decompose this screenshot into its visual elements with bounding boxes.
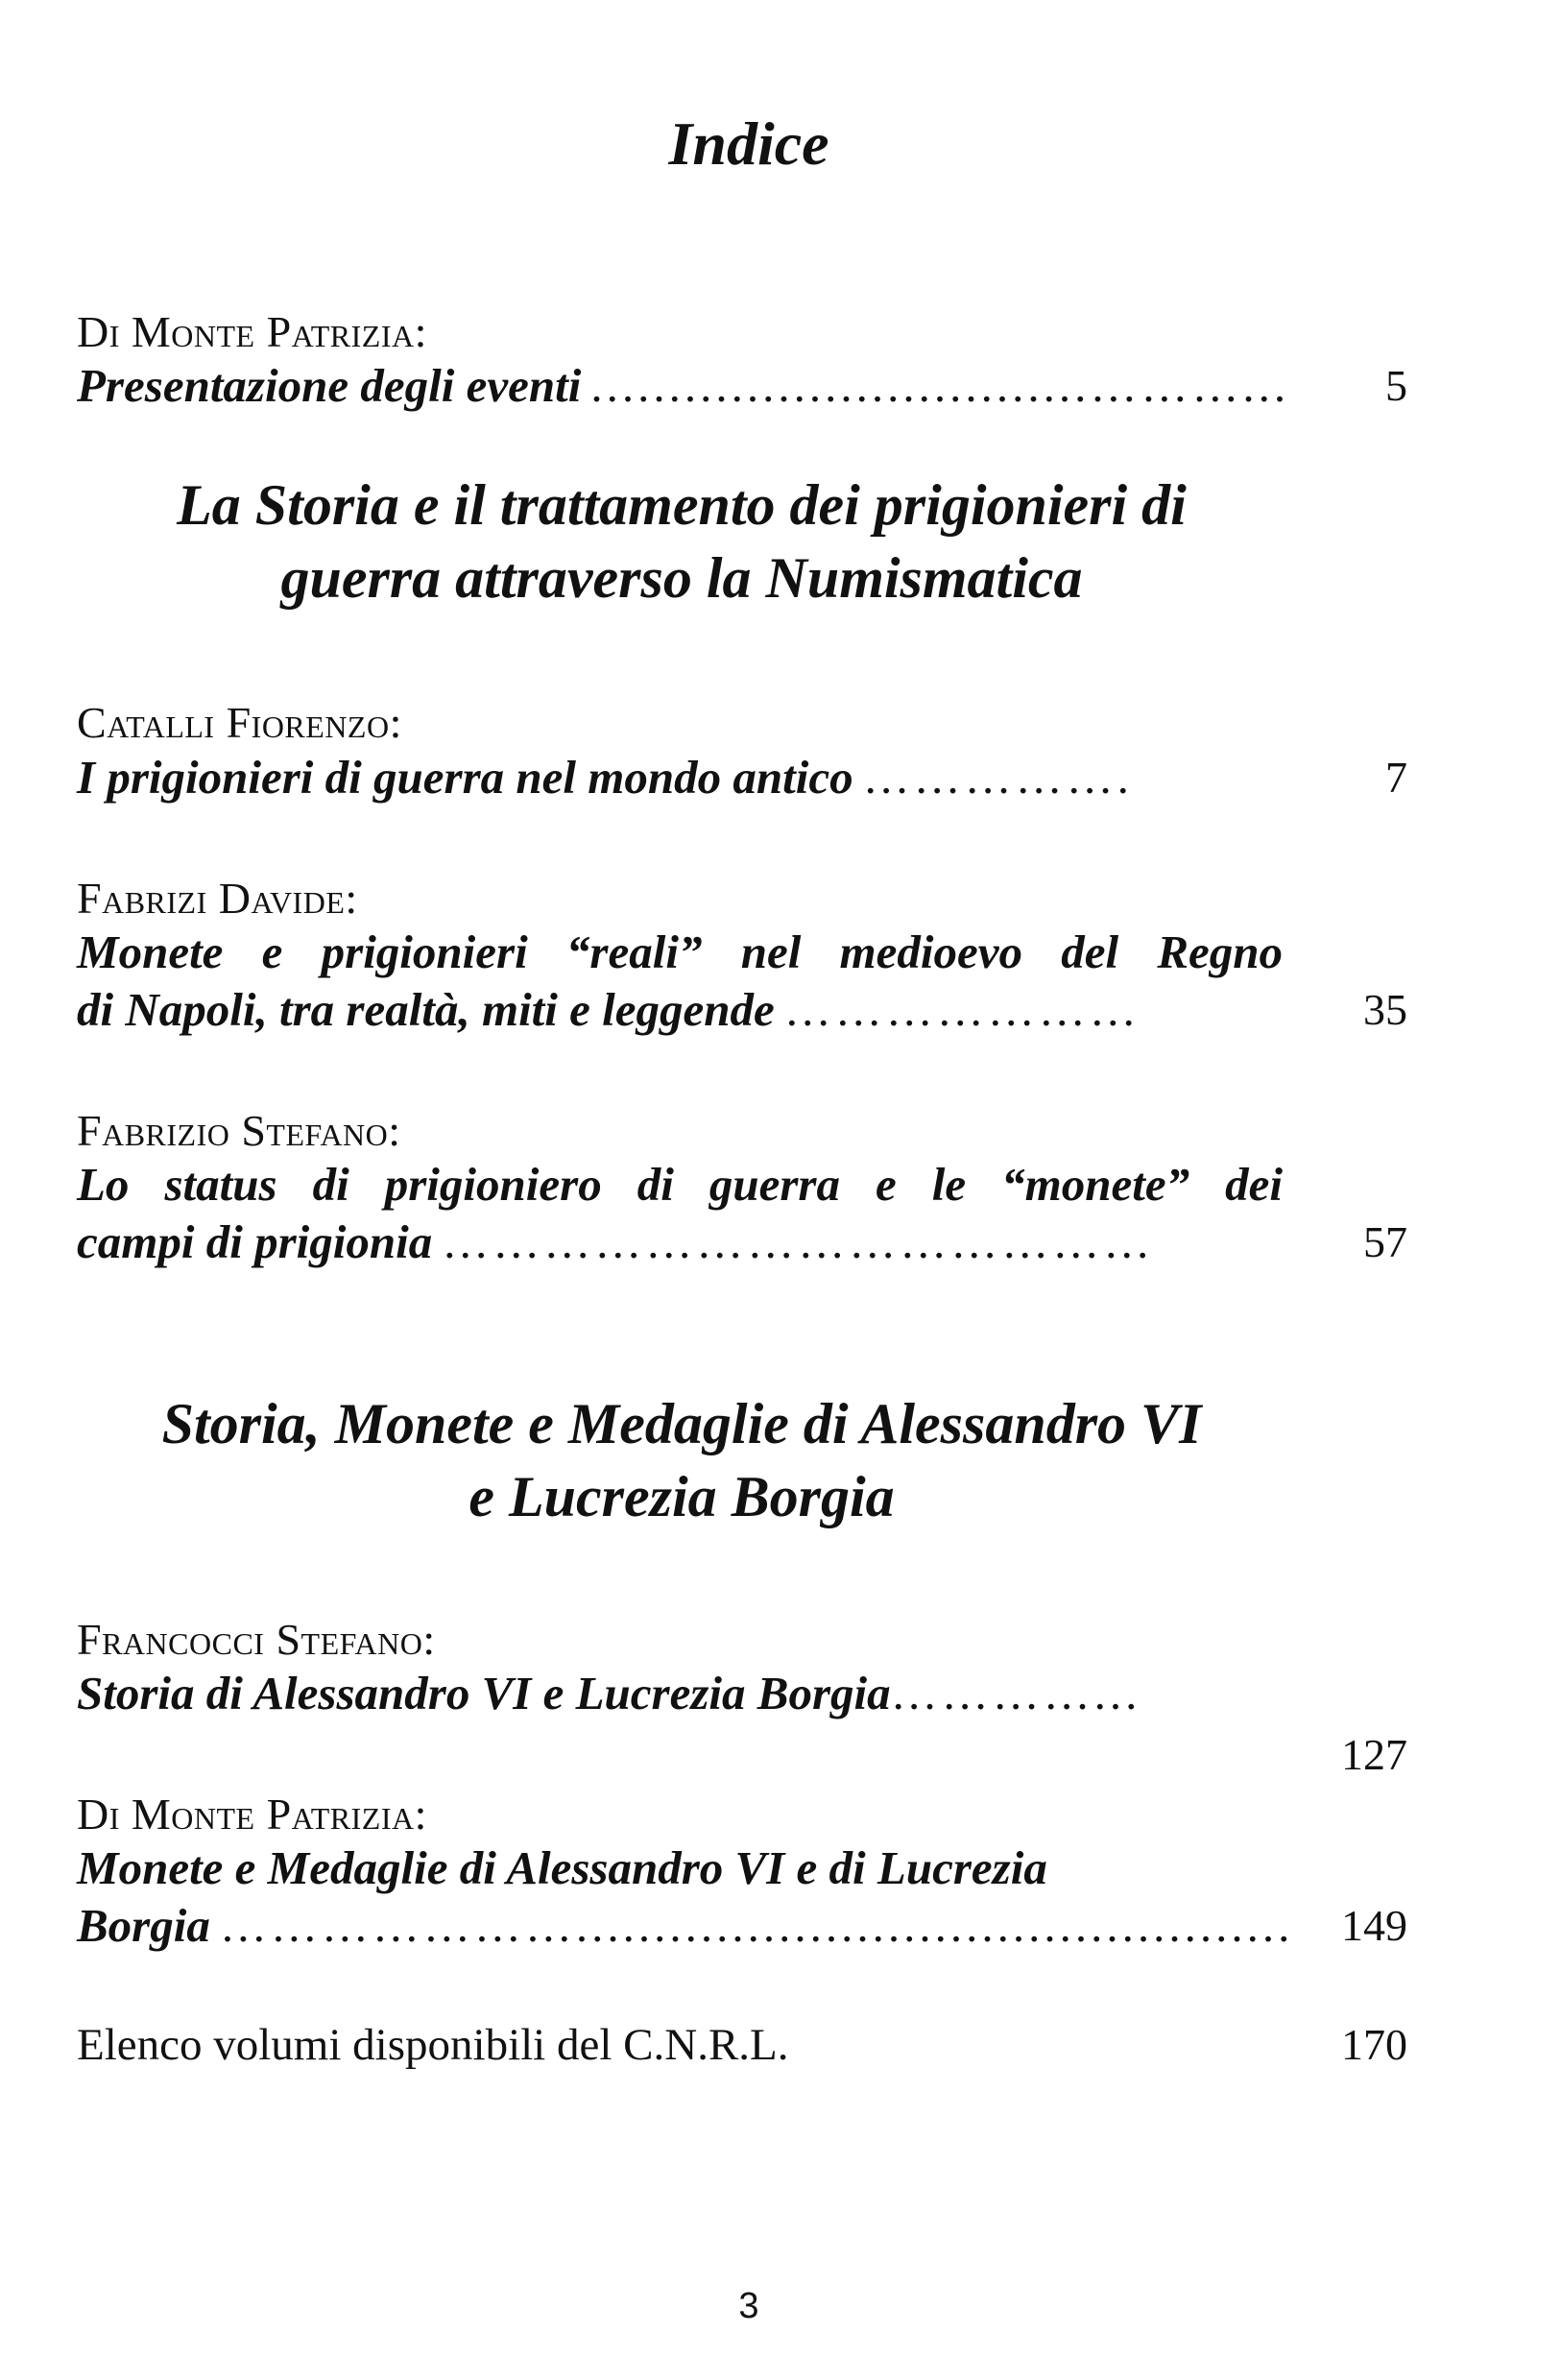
entry-title	[77, 924, 1283, 1039]
leader-dots: ................................………...	[590, 359, 1290, 412]
entry-title-line: di Napoli, tra realtà, miti e leggende	[77, 983, 775, 1036]
entry-title-line: Borgia	[77, 1899, 210, 1952]
section-heading-line: La Storia e il trattamento dei prigionieri di	[177, 473, 1187, 537]
entry-title	[77, 749, 1283, 806]
leader-dots: …………………..............................................	[219, 1899, 1294, 1952]
section-heading	[0, 1387, 1363, 1533]
leader-dots: ……………………………………	[442, 1215, 1155, 1268]
entry-page: 7	[1385, 753, 1407, 802]
page-number: 3	[738, 2286, 759, 2326]
entry-page: 127	[1341, 1730, 1407, 1779]
entry-author: Fabrizio Stefano:	[77, 1106, 401, 1155]
entry-title	[77, 1156, 1283, 1271]
entry-author: Catalli Fiorenzo:	[77, 698, 402, 747]
entry-title	[77, 1665, 1283, 1722]
section-heading-line: Storia, Monete e Medaglie di Alessandro VI	[161, 1392, 1202, 1455]
volumes-list-entry: Elenco volumi disponibili del C.N.R.L.	[77, 2020, 789, 2070]
entry-title-line: campi di prigionia	[77, 1215, 433, 1268]
entry-page: 5	[1385, 361, 1407, 410]
leader-dots: …………...	[890, 1667, 1141, 1719]
entry-page: 149	[1341, 1901, 1407, 1950]
entry-author: Fabrizi Davide:	[77, 874, 358, 923]
entry-author: Francocci Stefano:	[77, 1615, 436, 1664]
section-heading	[0, 469, 1363, 614]
entry-title	[77, 357, 1290, 415]
entry-page: 35	[1363, 985, 1407, 1034]
entry-author: Di Monte Patrizia:	[77, 307, 427, 356]
entry-title-line: Lo status di prigioniero di guerra e le “monete” dei	[77, 1158, 1283, 1211]
entry-page: 170	[1341, 2020, 1407, 2069]
entry-title-line: Storia di Alessandro VI e Lucrezia Borgia	[77, 1667, 891, 1719]
entry-author: Di Monte Patrizia:	[77, 1790, 427, 1839]
entry-page: 57	[1363, 1217, 1407, 1266]
leader-dots: …………….	[862, 751, 1133, 804]
section-heading-line: e Lucrezia Borgia	[468, 1465, 895, 1528]
section-heading-line: guerra attraverso la Numismatica	[280, 546, 1083, 610]
entry-title-line: Monete e Medaglie di Alessandro VI e di Lucrezia	[77, 1841, 1047, 1894]
entry-title-line: Monete e prigionieri “reali” nel medioevo del Regno	[77, 926, 1283, 978]
entry-title	[77, 1839, 1294, 1955]
entry-title-line: Presentazione degli eventi	[77, 359, 582, 412]
page-title: Indice	[668, 109, 829, 178]
leader-dots: …………………	[783, 983, 1141, 1036]
entry-title-line: I prigionieri di guerra nel mondo antico	[77, 751, 853, 804]
